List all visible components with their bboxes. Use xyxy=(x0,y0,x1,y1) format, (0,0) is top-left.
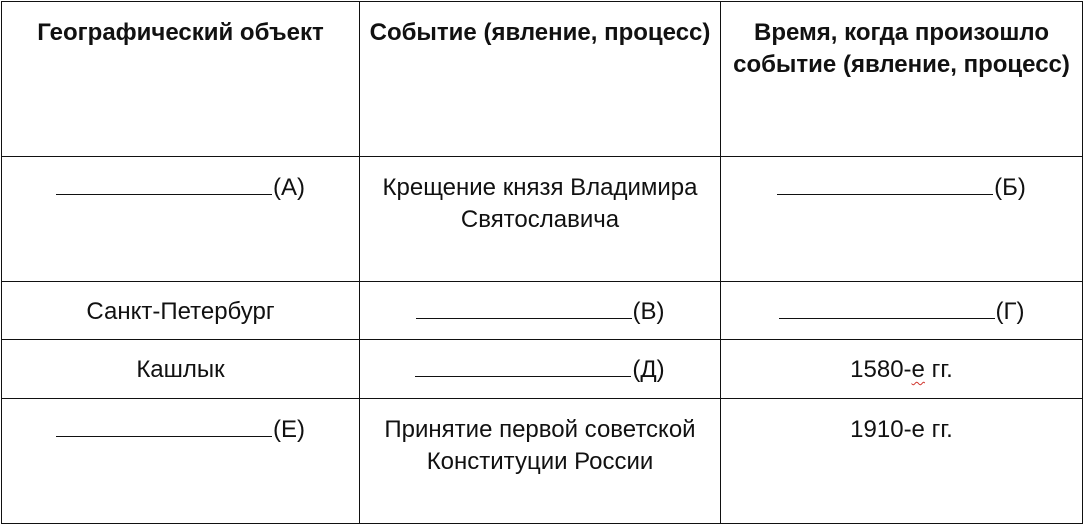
time-1910-text: 1910-е гг. xyxy=(850,416,953,443)
blank-label-a: (А) xyxy=(273,174,305,201)
header-geographic-object xyxy=(2,2,360,157)
blank-label-b: (Б) xyxy=(994,174,1026,201)
geography-history-table xyxy=(1,1,1083,524)
cell-time-1910 xyxy=(721,399,1083,524)
object-spb-text: Санкт-Петербург xyxy=(86,298,275,325)
cell-object-e xyxy=(2,399,360,524)
blank-line-b[interactable] xyxy=(777,174,993,195)
cell-event-baptism xyxy=(360,157,721,282)
object-kashlyk-text: Кашлык xyxy=(136,356,225,383)
time-1580-main: 1580- xyxy=(850,356,912,383)
cell-time-b xyxy=(721,157,1083,282)
header-geographic-object-label: Географический объект xyxy=(37,19,324,46)
blank-label-e: (Е) xyxy=(273,416,305,443)
header-time-label: Время, когда произошло событие (явление, процесс) xyxy=(733,19,1070,78)
header-event-label: Событие (явление, процесс) xyxy=(369,19,711,46)
blank-label-d: (Д) xyxy=(632,356,665,383)
table-row xyxy=(2,340,1083,399)
table-header-row xyxy=(2,2,1083,157)
blank-line-v[interactable] xyxy=(416,298,632,319)
cell-time-g xyxy=(721,282,1083,340)
event-baptism-text: Крещение князя Владимира Святославича xyxy=(382,174,698,233)
event-constitution-text: Принятие первой советской Конституции России xyxy=(384,416,696,475)
table-row xyxy=(2,282,1083,340)
header-event xyxy=(360,2,721,157)
blank-line-d[interactable] xyxy=(415,356,631,377)
table-row xyxy=(2,157,1083,282)
table-row xyxy=(2,399,1083,524)
cell-object-spb xyxy=(2,282,360,340)
cell-event-v xyxy=(360,282,721,340)
cell-object-kashlyk xyxy=(2,340,360,399)
spellcheck-marked-letter: е xyxy=(911,356,925,383)
blank-line-a[interactable] xyxy=(56,174,272,195)
blank-label-g: (Г) xyxy=(995,298,1025,325)
blank-line-e[interactable] xyxy=(56,416,272,437)
header-time xyxy=(721,2,1083,157)
cell-event-constitution xyxy=(360,399,721,524)
blank-label-v: (В) xyxy=(632,298,665,325)
cell-object-a xyxy=(2,157,360,282)
blank-line-g[interactable] xyxy=(779,298,995,319)
cell-event-d xyxy=(360,340,721,399)
time-1580-suffix: гг. xyxy=(924,356,953,383)
cell-time-1580 xyxy=(721,340,1083,399)
